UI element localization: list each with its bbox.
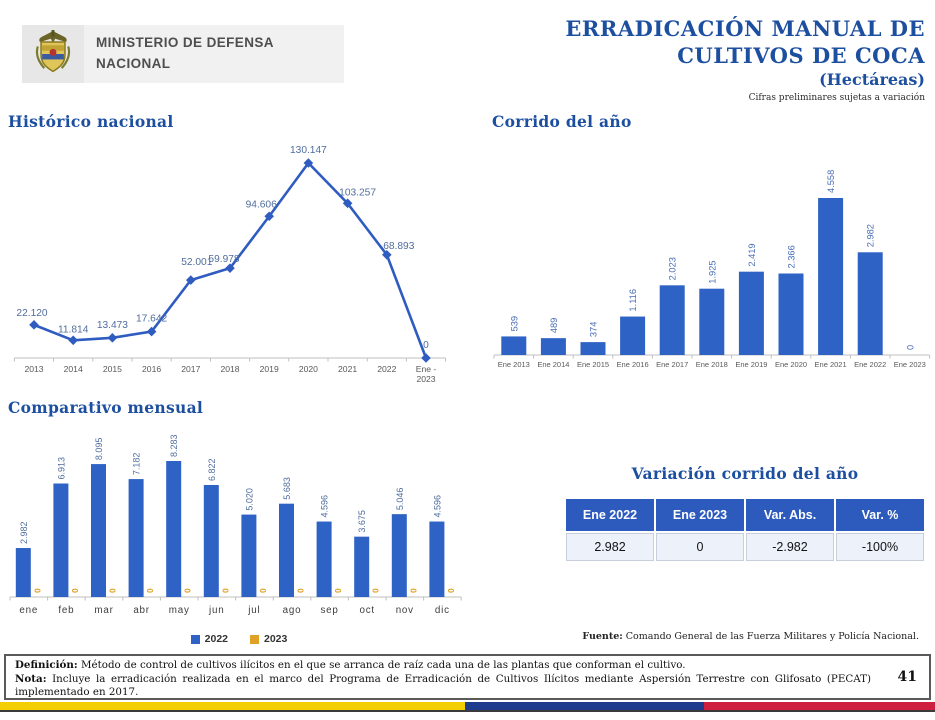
footer-notes-box xyxy=(4,654,931,700)
bar-2022 xyxy=(53,483,68,597)
page-number: 41 xyxy=(897,669,917,685)
bar-value-label: 1.116 xyxy=(628,288,639,312)
bar-value-label-2022: 4.596 xyxy=(432,495,443,518)
variacion-table xyxy=(564,497,926,563)
historico-line-chart xyxy=(8,133,458,391)
data-point-label: 94.606 xyxy=(245,199,277,211)
bar-value-label-2023: 0 xyxy=(257,588,268,593)
definition-label: Definición: xyxy=(15,659,78,671)
variacion-header-ene2023: Ene 2023 xyxy=(656,499,744,531)
table-row xyxy=(566,533,924,561)
bar-2022 xyxy=(91,464,106,597)
colombia-coat-of-arms-icon xyxy=(22,25,84,83)
x-axis-label: Ene 2021 xyxy=(814,360,847,369)
data-point-label: 17.642 xyxy=(136,313,168,325)
data-point-label: 68.893 xyxy=(383,240,415,252)
x-axis-label: Ene 2018 xyxy=(695,360,728,369)
bar-value-label-2022: 5.683 xyxy=(282,477,292,500)
bar-value-label: 4.558 xyxy=(826,169,837,193)
flag-stripe-yellow xyxy=(0,702,465,710)
ministry-name-line1: MINISTERIO DE DEFENSA xyxy=(96,35,274,51)
flag-stripe xyxy=(0,702,935,712)
x-axis-label: oct xyxy=(359,605,375,616)
bar-2022 xyxy=(166,461,181,597)
bar-value-label-2023: 0 xyxy=(408,588,419,593)
bar-value-label-2022: 6.913 xyxy=(56,456,67,480)
bar-value-label-2023: 0 xyxy=(107,588,118,593)
x-axis-label: Ene 2014 xyxy=(537,360,570,369)
report-title-units: (Hectáreas) xyxy=(819,69,925,89)
data-point-label: 22.120 xyxy=(16,307,48,319)
variacion-header-ene2022: Ene 2022 xyxy=(566,499,654,531)
x-axis-label: Ene 2017 xyxy=(656,360,689,369)
bar xyxy=(620,317,645,355)
x-axis-label: Ene 2019 xyxy=(735,360,768,369)
x-axis-label: feb xyxy=(58,605,75,616)
source-line xyxy=(582,631,919,642)
variacion-value-var-abs: -2.982 xyxy=(746,533,834,561)
bar-value-label-2023: 0 xyxy=(445,588,456,593)
bar-value-label: 2.023 xyxy=(667,257,678,281)
x-axis-label: 2015 xyxy=(102,364,122,374)
report-subtitle: Cifras preliminares sujetas a variación xyxy=(748,92,925,103)
legend-item-2022 xyxy=(191,633,228,645)
bar xyxy=(699,289,724,355)
variacion-value-ene2022: 2.982 xyxy=(566,533,654,561)
variacion-title: Variación corrido del año xyxy=(631,464,859,483)
x-axis-label: 2021 xyxy=(338,364,358,374)
bar-2022 xyxy=(129,479,144,597)
bar-value-label-2022: 7.182 xyxy=(131,452,142,476)
x-axis-label: nov xyxy=(395,605,414,616)
bar xyxy=(660,285,685,355)
bar xyxy=(858,252,883,355)
bar-2022 xyxy=(279,504,294,597)
legend-swatch-2023 xyxy=(250,635,259,644)
bar-2022 xyxy=(317,522,332,597)
bar-value-label-2022: 3.675 xyxy=(357,510,368,533)
data-point-label: 52.001 xyxy=(181,257,213,269)
bar-value-label-2023: 0 xyxy=(220,588,231,593)
bar-value-label-2023: 0 xyxy=(370,588,381,593)
x-axis-label: Ene 2020 xyxy=(774,360,808,369)
nota-text: Incluye la erradicación realizada en el marco del Programa de Erradicación de Cultivos Ilícitos mediante Aspersión Terrestre con Glifosato (PECAT) implementado en 2017. xyxy=(15,672,871,699)
x-axis-label: sep xyxy=(320,605,339,616)
bar-2022 xyxy=(392,514,407,597)
bar xyxy=(581,342,606,355)
bar-value-label-2022: 5.020 xyxy=(244,488,255,511)
x-axis-label: mar xyxy=(94,605,114,616)
report-title-line1: ERRADICACIÓN MANUAL DE xyxy=(565,16,925,41)
ministry-name-line2: NACIONAL xyxy=(96,56,171,71)
x-axis-label: 2016 xyxy=(142,364,162,374)
report-title-line2: CULTIVOS DE COCA xyxy=(677,42,925,68)
data-point-marker xyxy=(68,335,78,345)
section-comparativo-mensual xyxy=(8,398,470,645)
bar-value-label: 374 xyxy=(588,321,599,338)
bar-value-label-2022: 4.596 xyxy=(319,495,330,518)
bar-2022 xyxy=(241,515,256,597)
nota-line xyxy=(15,673,871,700)
mensual-legend xyxy=(8,633,470,645)
x-axis-label: 2022 xyxy=(377,364,397,374)
x-axis-label: ago xyxy=(282,605,302,616)
x-axis-label: 2018 xyxy=(220,364,240,374)
x-axis-label: dic xyxy=(434,605,450,616)
x-axis-label: 2020 xyxy=(298,364,318,374)
bar-value-label-2023: 0 xyxy=(145,588,156,593)
bar xyxy=(779,274,804,355)
bar-value-label-2022: 8.283 xyxy=(169,434,180,457)
bar-value-label-2023: 0 xyxy=(333,588,344,593)
data-point-label: 59.978 xyxy=(208,254,240,266)
corrido-bar-chart xyxy=(492,133,935,383)
bar-value-label: 2.982 xyxy=(865,224,876,248)
ministry-name xyxy=(84,25,344,83)
bar-value-label: 1.925 xyxy=(707,260,718,284)
section-variacion xyxy=(556,464,934,563)
data-point-label: 130.147 xyxy=(289,145,327,156)
x-axis-label: 2014 xyxy=(63,364,83,374)
section-historico-nacional xyxy=(8,112,458,391)
legend-swatch-2022 xyxy=(191,635,200,644)
definition-line xyxy=(15,659,871,673)
bar xyxy=(541,338,566,355)
bar-2022 xyxy=(16,548,31,597)
flag-stripe-red xyxy=(704,702,935,710)
section-corrido-del-ano xyxy=(492,112,935,383)
x-axis-label: may xyxy=(168,605,190,616)
bar-value-label: 2.419 xyxy=(746,243,757,267)
x-axis-label: Ene 2013 xyxy=(497,360,530,369)
bar-value-label: 2.366 xyxy=(786,245,797,269)
mensual-title: Comparativo mensual xyxy=(8,398,204,417)
corrido-title: Corrido del año xyxy=(492,112,632,131)
x-axis-label: jun xyxy=(209,605,225,616)
bar-2022 xyxy=(354,537,369,597)
x-axis-label: Ene 2015 xyxy=(576,360,610,369)
source-label: Fuente: xyxy=(582,631,623,642)
data-point-marker xyxy=(29,320,39,330)
data-point-label: 0 xyxy=(423,340,429,351)
x-axis-label: Ene 2016 xyxy=(616,360,649,369)
bar-value-label-2023: 0 xyxy=(69,588,80,593)
mensual-bar-chart xyxy=(8,419,466,631)
definition-text: Método de control de cultivos ilícitos en el que se arranca de raíz cada una de las plantas que conforman el cultivo. xyxy=(77,659,686,671)
data-point-marker xyxy=(108,333,118,343)
bar xyxy=(818,198,843,355)
ministry-header xyxy=(22,25,344,83)
legend-label-2022: 2022 xyxy=(204,633,228,645)
variacion-value-var-pct: -100% xyxy=(836,533,924,561)
bar-value-label: 539 xyxy=(509,315,520,332)
bar-2022 xyxy=(429,522,444,597)
x-axis-label: abr xyxy=(133,605,150,616)
bar-value-label-2023: 0 xyxy=(182,588,193,593)
x-axis-label: Ene 2022 xyxy=(854,360,887,369)
data-point-label: 103.257 xyxy=(339,187,377,199)
source-text: Comando General de las Fuerza Militares y Policía Nacional. xyxy=(622,631,919,642)
data-point-label: 13.473 xyxy=(96,319,128,331)
x-axis-label: ene xyxy=(19,605,39,616)
data-point-marker xyxy=(421,353,431,363)
nota-label: Nota: xyxy=(15,672,47,685)
x-axis-label: jul xyxy=(248,605,261,616)
data-point-label: 11.814 xyxy=(57,324,89,336)
x-axis-label: 2019 xyxy=(259,364,279,374)
variacion-header-var-abs: Var. Abs. xyxy=(746,499,834,531)
bar-value-label: 489 xyxy=(548,317,559,334)
bar-value-label-2023: 0 xyxy=(295,588,306,593)
bar-value-label-2022: 5.046 xyxy=(394,487,405,511)
flag-stripe-blue xyxy=(465,702,704,710)
bar-value-label-2022: 8.095 xyxy=(94,437,104,461)
bar-value-label-2023: 0 xyxy=(32,588,43,593)
bar xyxy=(501,336,526,355)
x-axis-label: 2013 xyxy=(24,364,44,374)
legend-item-2023 xyxy=(250,633,287,645)
bar-2022 xyxy=(204,485,219,597)
bar xyxy=(739,272,764,355)
historico-title: Histórico nacional xyxy=(8,112,174,131)
x-axis-label: Ene -2023 xyxy=(415,364,437,384)
variacion-value-ene2023: 0 xyxy=(656,533,744,561)
x-axis-label: 2017 xyxy=(181,364,201,374)
variacion-header-var-pct: Var. % xyxy=(836,499,924,531)
bar-value-label: 0 xyxy=(905,344,916,350)
bar-value-label-2022: 2.982 xyxy=(18,521,29,545)
x-axis-label: Ene 2023 xyxy=(893,360,926,369)
bar-value-label-2022: 6.822 xyxy=(206,458,217,481)
report-title xyxy=(565,16,925,103)
legend-label-2023: 2023 xyxy=(264,633,288,645)
